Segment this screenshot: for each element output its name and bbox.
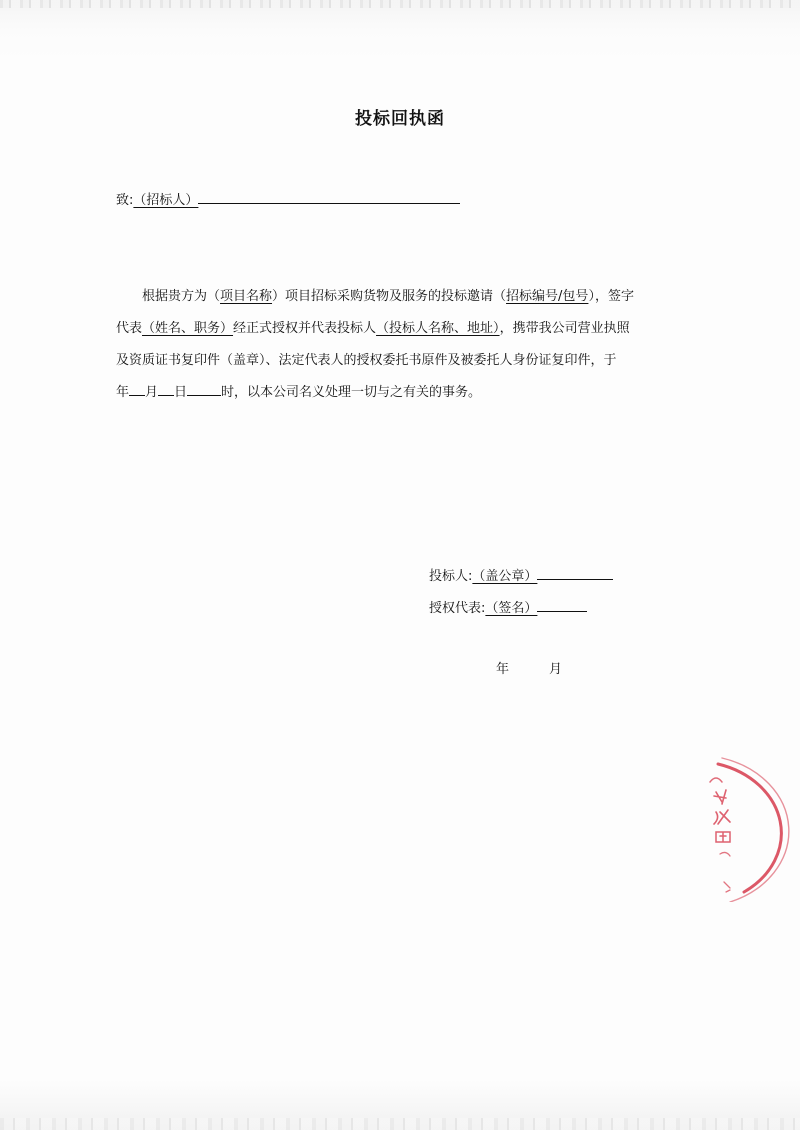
time-blank <box>187 381 221 396</box>
bidder-label: 投标人: <box>429 569 473 584</box>
month-blank <box>129 381 145 396</box>
date-year-label: 年 <box>496 662 510 677</box>
tender-number-field: 招标编号/包号 <box>506 289 589 304</box>
scan-edge-bottom <box>0 1118 800 1130</box>
representative-field: （姓名、职务） <box>142 321 234 336</box>
project-name-field: 项目名称 <box>220 289 273 304</box>
scan-edge-top <box>0 0 800 8</box>
bidder-info-field: （投标人名称、地址） <box>376 321 500 336</box>
date-month-label: 月 <box>549 662 563 677</box>
body-line-1 <box>116 281 688 313</box>
body-text: 经正式授权并代表投标人 <box>233 321 377 336</box>
partial-seal-stamp <box>680 752 800 902</box>
month-label: 月 <box>145 385 159 400</box>
bidder-signature-line <box>429 565 613 584</box>
bidder-stamp-placeholder: （盖公章） <box>472 569 538 584</box>
recipient-line <box>116 189 460 208</box>
day-blank <box>158 381 174 396</box>
recipient-prefix: 致: <box>116 193 134 208</box>
recipient-placeholder: （招标人） <box>133 193 199 208</box>
body-text: 根据贵方为（ <box>142 289 221 304</box>
date-line <box>496 658 562 677</box>
document-title: 投标回执函 <box>355 109 445 129</box>
bidder-blank <box>537 565 613 580</box>
representative-label: 授权代表: <box>429 601 486 616</box>
body-line-2 <box>116 313 688 345</box>
body-text: 代表 <box>116 321 143 336</box>
body-text: 时，以本公司名义处理一切与之有关的事务。 <box>221 385 482 400</box>
body-text: ），签字 <box>588 289 634 304</box>
representative-blank <box>537 597 587 612</box>
recipient-blank <box>198 189 460 204</box>
representative-sign-placeholder: （签名） <box>485 601 538 616</box>
body-line-3: 及资质证书复印件（盖章）、法定代表人的授权委托书原件及被委托人身份证复印件，于 <box>116 353 617 368</box>
year-label: 年 <box>116 385 130 400</box>
body-line-4 <box>116 377 688 409</box>
day-label: 日 <box>174 385 188 400</box>
body-text: ，携带我公司营业执照 <box>499 321 630 336</box>
body-text: ）项目招标采购货物及服务的投标邀请（ <box>272 289 507 304</box>
representative-signature-line <box>429 597 587 616</box>
body-paragraph <box>116 281 688 409</box>
